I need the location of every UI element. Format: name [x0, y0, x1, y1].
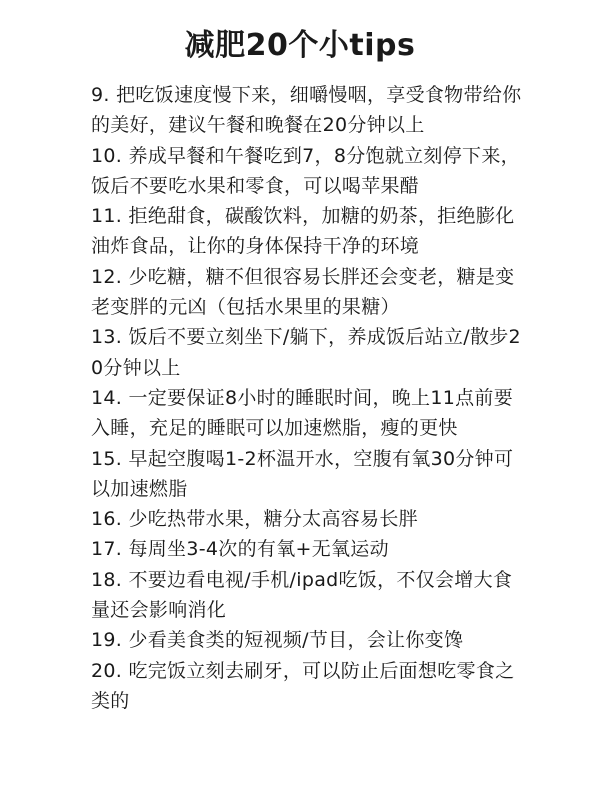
tip-item-11: 11. 拒绝甜食，碳酸饮料，加糖的奶茶，拒绝膨化油炸食品，让你的身体保持干净的环境	[91, 205, 515, 258]
tip-item-12: 12. 少吃糖，糖不但很容易长胖还会变老，糖是变老变胖的元凶（包括水果里的果糖）	[91, 265, 515, 319]
tips-list	[91, 80, 531, 716]
tip-item-10: 10. 养成早餐和午餐吃到7，8分饱就立刻停下来，饭后不要吃水果和零食，可以喝苹果醋	[91, 144, 520, 197]
page-title: 减肥20个小tips	[184, 28, 416, 64]
tip-item-20: 20. 吃完饭立刻去刷牙，可以防止后面想吃零食之类的	[91, 659, 515, 712]
tip-item-17: 17. 每周坐3-4次的有氧+无氧运动	[91, 538, 389, 561]
tip-item-18: 18. 不要边看电视/手机/ipad吃饭，不仅会增大食量还会影响消化	[91, 568, 513, 622]
tip-item-9: 9. 把吃饭速度慢下来，细嚼慢咽，享受食物带给你的美好，建议午餐和晚餐在20分钟以上	[91, 84, 522, 137]
tip-item-16: 16. 少吃热带水果，糖分太高容易长胖	[91, 508, 418, 531]
tip-item-14: 14. 一定要保证8小时的睡眠时间，晚上11点前要入睡，充足的睡眠可以加速燃脂，瘦的更快	[91, 386, 514, 440]
tip-item-15: 15. 早起空腹喝1-2杯温开水，空腹有氧30分钟可以加速燃脂	[91, 447, 514, 500]
tip-item-13: 13. 饭后不要立刻坐下/躺下，养成饭后站立/散步20分钟以上	[91, 326, 521, 379]
tip-item-19: 19. 少看美食类的短视频/节目，会让你变馋	[91, 629, 464, 652]
